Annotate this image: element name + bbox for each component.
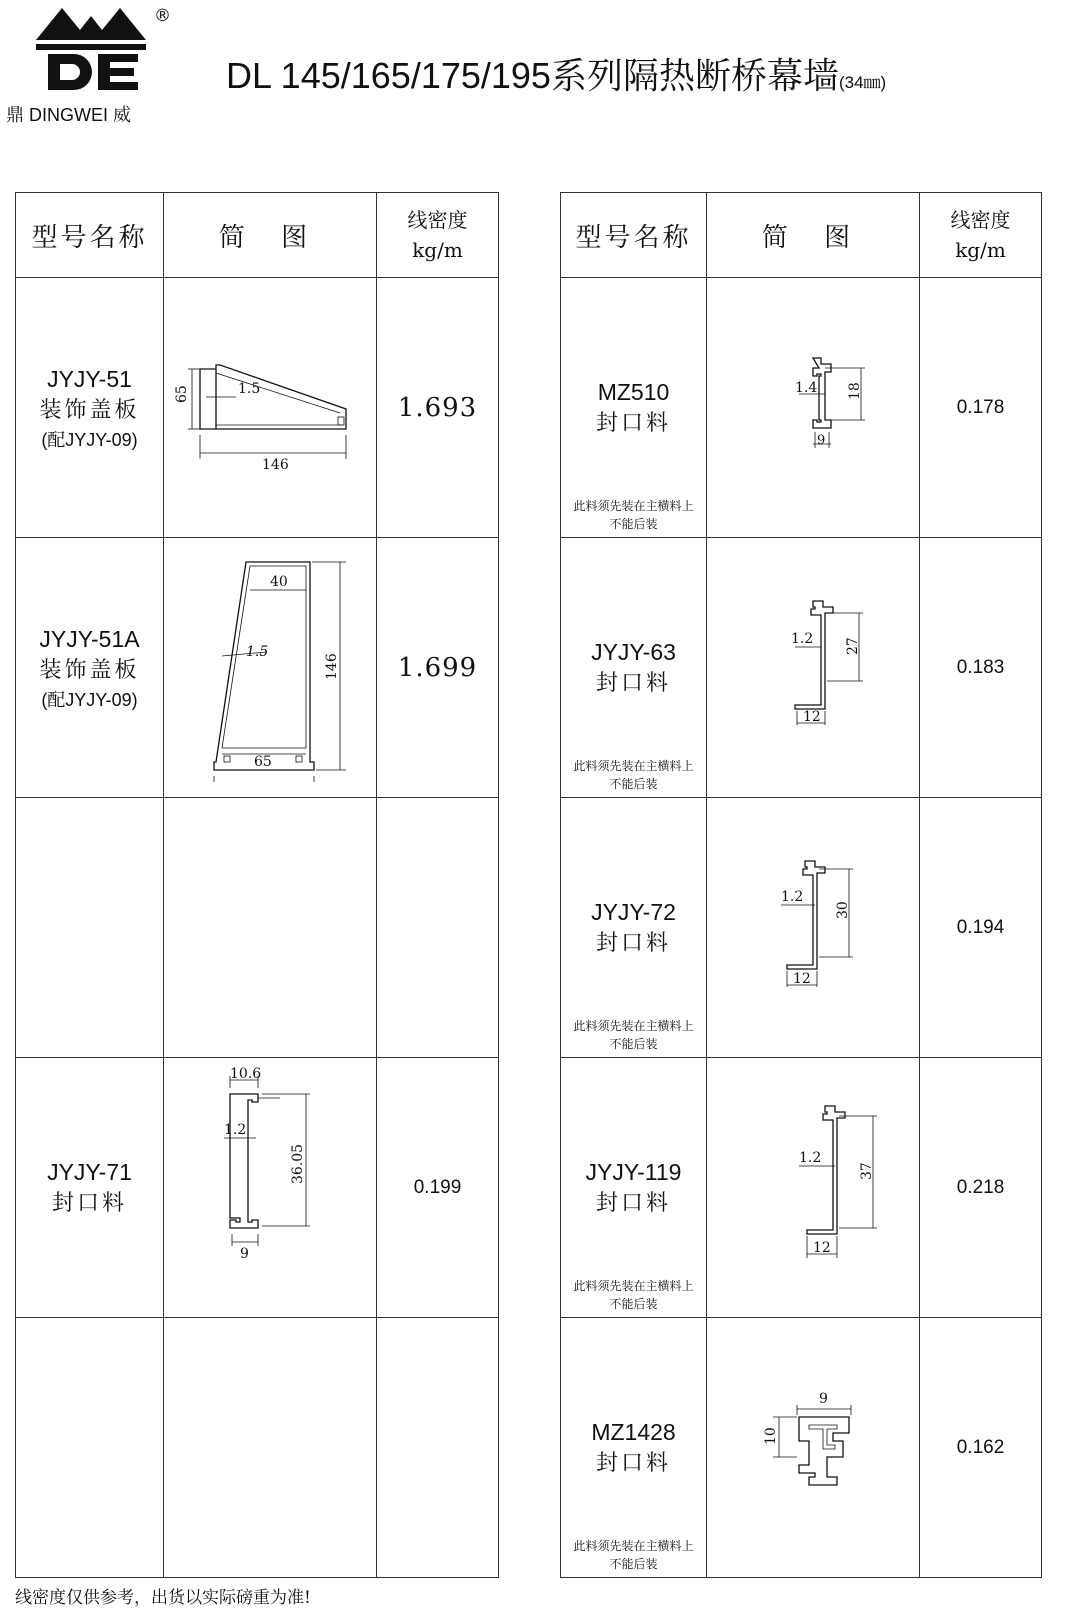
table-row <box>16 278 499 538</box>
drawing-cell <box>707 538 920 798</box>
dim-top-label: 10.6 <box>230 1066 262 1082</box>
table-row <box>561 1318 1042 1578</box>
registered-mark: ® <box>154 6 171 26</box>
model-name: 封口料 <box>595 670 671 696</box>
drawing-cell <box>164 798 377 1058</box>
dim-thickness-label: 1.5 <box>246 643 269 660</box>
profile-drawing-mz510 <box>713 348 913 468</box>
model-name: 封口料 <box>595 930 671 956</box>
install-note-line1: 此料须先装在主横料上 <box>573 759 694 773</box>
install-note <box>561 1017 706 1053</box>
table-row-empty <box>16 798 499 1058</box>
title-main: DL 145/165/175/195系列隔热断桥幕墙 <box>226 55 839 96</box>
install-note <box>561 1537 706 1573</box>
header-model-name: 型号名称 <box>561 193 707 278</box>
density-cell <box>920 538 1042 798</box>
dim-thickness-label: 1.2 <box>791 630 814 647</box>
model-code: JYJY-119 <box>585 1158 682 1185</box>
header-density-title: 线密度 <box>407 208 468 232</box>
install-note-line2: 不能后装 <box>609 1297 658 1311</box>
density-cell <box>377 278 499 538</box>
profile-drawing-jyjy51 <box>170 343 370 473</box>
dim-height-label: 146 <box>324 652 340 680</box>
install-note-line2: 不能后装 <box>609 1557 658 1571</box>
model-code: JYJY-71 <box>47 1158 132 1185</box>
model-name: 装饰盖板 <box>39 397 140 423</box>
density-value: 0.199 <box>413 1176 462 1198</box>
title-suffix: (34㎜) <box>838 73 887 92</box>
model-cell <box>561 1318 707 1578</box>
drawing-cell <box>164 1318 377 1578</box>
install-note-line1: 此料须先装在主横料上 <box>573 1279 694 1293</box>
model-cell <box>16 1318 164 1578</box>
dim-bottom-label: 12 <box>813 1240 831 1256</box>
model-code: JYJY-51 <box>47 365 132 392</box>
model-cell <box>16 1058 164 1318</box>
install-note-line2: 不能后装 <box>609 517 658 531</box>
dim-height-label: 36.05 <box>290 1143 306 1184</box>
model-code: MZ1428 <box>591 1418 676 1445</box>
install-note <box>561 497 706 533</box>
profile-drawing-jyjy63 <box>713 593 913 743</box>
dim-bottom-label: 9 <box>240 1246 249 1262</box>
density-cell <box>920 278 1042 538</box>
density-cell <box>377 1318 499 1578</box>
drawing-cell <box>707 798 920 1058</box>
drawing-cell <box>707 1058 920 1318</box>
header-density <box>920 193 1042 278</box>
density-value: 0.178 <box>956 396 1005 418</box>
model-cell <box>16 538 164 798</box>
install-note <box>561 1277 706 1313</box>
install-note-line1: 此料须先装在主横料上 <box>573 1019 694 1033</box>
dim-thickness-label: 1.2 <box>799 1150 822 1166</box>
table-row <box>561 798 1042 1058</box>
dim-height-label: 30 <box>835 900 851 919</box>
density-cell <box>920 798 1042 1058</box>
table-row <box>16 1058 499 1318</box>
density-value: 0.183 <box>956 656 1005 678</box>
table-row <box>561 538 1042 798</box>
dim-thickness-label: 1.2 <box>224 1122 247 1138</box>
logo-mark-icon <box>36 2 146 94</box>
model-cell <box>561 538 707 798</box>
dim-thickness-label: 1.4 <box>795 379 818 396</box>
drawing-cell <box>164 538 377 798</box>
density-cell <box>377 538 499 798</box>
density-cell <box>377 798 499 1058</box>
model-name: 封口料 <box>595 1450 671 1476</box>
dim-thickness-label: 1.2 <box>781 888 804 905</box>
density-cell <box>377 1058 499 1318</box>
model-name: 封口料 <box>51 1190 127 1216</box>
dim-height-label: 10 <box>763 1426 779 1445</box>
drawing-cell <box>164 1058 377 1318</box>
profile-drawing-jyjy71 <box>170 1064 370 1264</box>
install-note-line2: 不能后装 <box>609 777 658 791</box>
density-value: 0.162 <box>956 1436 1005 1458</box>
model-code: MZ510 <box>597 378 670 405</box>
profile-drawing-mz1428 <box>713 1383 913 1513</box>
dim-bottom-label: 9 <box>817 432 826 448</box>
model-sub: (配JYJY-09) <box>41 429 138 450</box>
model-cell <box>561 1058 707 1318</box>
model-cell <box>16 798 164 1058</box>
model-cell <box>16 278 164 538</box>
footer-disclaimer: 线密度仅供参考，出货以实际磅重为准! <box>15 1588 311 1608</box>
dim-thickness-label: 1.5 <box>238 380 261 397</box>
dim-bottom-label: 12 <box>793 970 811 987</box>
table-header-row <box>16 193 499 278</box>
model-sub: (配JYJY-09) <box>41 689 138 710</box>
company-logo <box>6 2 176 127</box>
profile-table-left <box>15 192 499 1578</box>
install-note-line2: 不能后装 <box>609 1037 658 1051</box>
model-name: 封口料 <box>595 410 671 436</box>
install-note-line1: 此料须先装在主横料上 <box>573 1539 694 1553</box>
model-code: JYJY-51A <box>39 625 140 652</box>
install-note <box>561 757 706 793</box>
table-row-empty <box>16 1318 499 1578</box>
brand-name: 鼎 DINGWEI 威 <box>6 105 131 125</box>
table-row <box>561 1058 1042 1318</box>
model-name: 装饰盖板 <box>39 657 140 683</box>
density-value: 1.693 <box>397 392 478 423</box>
header-drawing: 简 图 <box>164 193 377 278</box>
density-cell <box>920 1318 1042 1578</box>
header-density-unit: kg/m <box>955 238 1006 262</box>
model-cell <box>561 278 707 538</box>
page-title <box>226 48 886 99</box>
dim-height-label: 18 <box>847 381 863 400</box>
dim-width-label: 146 <box>262 456 289 473</box>
drawing-cell <box>707 1318 920 1578</box>
header-model-name: 型号名称 <box>16 193 164 278</box>
dim-bottom-label: 12 <box>803 708 821 725</box>
dim-top-label: 9 <box>819 1390 828 1407</box>
model-name: 封口料 <box>595 1190 671 1216</box>
table-header-row <box>561 193 1042 278</box>
profile-table-right <box>560 192 1042 1578</box>
profile-drawing-jyjy51a <box>170 548 370 788</box>
header-drawing: 简 图 <box>707 193 920 278</box>
dim-top-label: 40 <box>270 573 288 590</box>
dim-height-label: 65 <box>174 384 190 403</box>
table-row <box>561 278 1042 538</box>
drawing-cell <box>707 278 920 538</box>
dim-height-label: 27 <box>845 636 861 655</box>
density-value: 1.699 <box>397 652 478 683</box>
model-cell <box>561 798 707 1058</box>
drawing-cell <box>164 278 377 538</box>
table-row <box>16 538 499 798</box>
model-code: JYJY-63 <box>591 638 676 665</box>
profile-drawing-jyjy72 <box>713 853 913 1003</box>
install-note-line1: 此料须先装在主横料上 <box>573 499 694 513</box>
dim-bottom-label: 65 <box>254 753 272 770</box>
model-code: JYJY-72 <box>591 898 676 925</box>
density-cell <box>920 1058 1042 1318</box>
header-density <box>377 193 499 278</box>
profile-drawing-jyjy119 <box>713 1100 913 1275</box>
density-value: 0.194 <box>956 916 1005 938</box>
header-density-unit: kg/m <box>412 238 463 262</box>
dim-height-label: 37 <box>859 1162 875 1180</box>
header-density-title: 线密度 <box>950 208 1011 232</box>
density-value: 0.218 <box>956 1176 1005 1198</box>
